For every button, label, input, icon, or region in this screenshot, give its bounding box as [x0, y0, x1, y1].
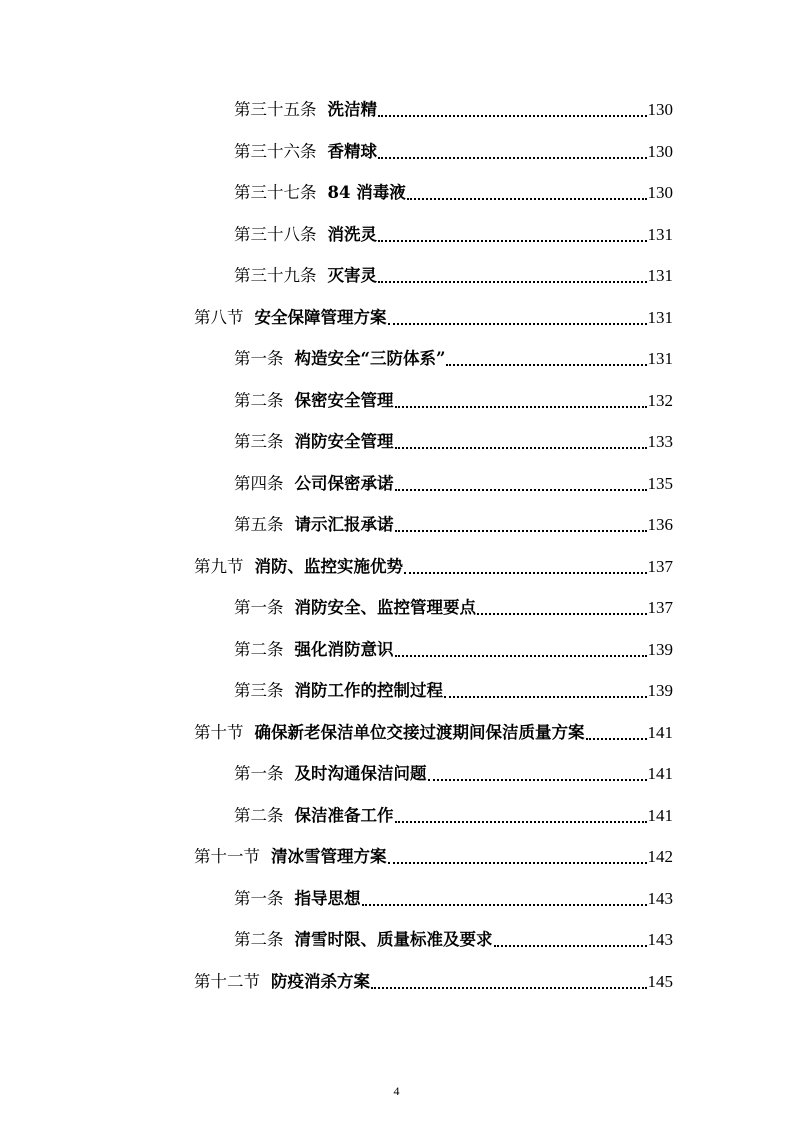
toc-entry-page: 130: [647, 141, 673, 161]
page-number: 4: [393, 1084, 400, 1098]
toc-entry-number: 第二条: [234, 639, 284, 659]
toc-entry-title: 灭害灵: [327, 266, 377, 285]
toc-entry-number: 第三十六条: [234, 141, 317, 161]
toc-dot-leader: [395, 406, 647, 408]
toc-entry-title: 清雪时限、质量标准及要求: [294, 930, 493, 949]
toc-dot-leader: [494, 945, 647, 947]
toc-dot-leader: [388, 323, 647, 325]
toc-entry-number: 第一条: [234, 764, 284, 783]
toc-entry-page: 132: [647, 390, 673, 410]
toc-dot-leader: [378, 115, 647, 117]
toc-dot-leader: [395, 447, 647, 449]
toc-entry-title: 消防安全管理: [294, 432, 394, 451]
toc-entry-page: 141: [647, 722, 673, 742]
toc-entry-number: 第三十七条: [234, 183, 317, 202]
toc-entry-label: [194, 723, 585, 743]
toc-dot-leader: [378, 157, 647, 159]
toc-dot-leader: [395, 655, 647, 657]
toc-section-entry[interactable]: [194, 304, 673, 328]
toc-entry-number: 第三十五条: [234, 100, 317, 119]
toc-entry-number: 第九节: [194, 556, 244, 576]
toc-entry-number: 第十一节: [194, 847, 260, 866]
toc-entry-label: [234, 266, 377, 286]
toc-entry-title: 洗洁精: [327, 100, 377, 119]
toc-dot-leader: [404, 572, 647, 574]
toc-dot-leader: [477, 613, 647, 615]
toc-section-entry[interactable]: [194, 968, 673, 992]
toc-article-entry[interactable]: [234, 428, 673, 452]
toc-entry-page: 137: [647, 556, 673, 576]
toc-entry-page: 137: [647, 598, 673, 617]
toc-entry-page: 139: [647, 681, 673, 700]
toc-dot-leader: [395, 821, 647, 823]
toc-entry-title: 公司保密承诺: [294, 473, 394, 493]
toc-entry-title: 请示汇报承诺: [294, 515, 394, 534]
toc-entry-number: 第一条: [234, 598, 284, 617]
toc-entry-title: 确保新老保洁单位交接过渡期间保洁质量方案: [254, 722, 585, 742]
toc-entry-label: [194, 847, 387, 867]
toc-entry-number: 第五条: [234, 515, 284, 534]
toc-article-entry[interactable]: [234, 179, 673, 203]
toc-entry-label: [234, 142, 377, 162]
toc-entry-page: 131: [647, 266, 673, 285]
toc-entry-page: 133: [647, 432, 673, 451]
toc-article-entry[interactable]: [234, 262, 673, 286]
toc-entry-number: 第二条: [234, 805, 284, 825]
toc-entry-number: 第三条: [234, 432, 284, 451]
toc-dot-leader: [444, 696, 647, 698]
toc-entry-label: [234, 889, 361, 909]
toc-entry-label: [234, 930, 493, 950]
toc-article-entry[interactable]: [234, 345, 673, 369]
toc-section-entry[interactable]: [194, 553, 673, 577]
toc-entry-page: 136: [647, 515, 673, 534]
toc-entry-label: [234, 349, 445, 369]
toc-entry-title: 清冰雪管理方案: [271, 847, 387, 866]
toc-entry-page: 131: [647, 307, 673, 327]
toc-entry-title: 防疫消杀方案: [271, 971, 370, 991]
toc-entry-page: 143: [647, 888, 673, 908]
toc-entry-number: 第一条: [234, 888, 284, 908]
toc-entry-page: 142: [647, 847, 673, 866]
toc-entry-label: [234, 515, 394, 535]
toc-entry-title: 消防工作的控制过程: [294, 681, 443, 700]
toc-dot-leader: [446, 364, 646, 366]
toc-article-entry[interactable]: [234, 138, 673, 162]
toc-article-entry[interactable]: [234, 387, 673, 411]
toc-entry-title: 消洗灵: [327, 224, 377, 244]
toc-entry-label: [194, 308, 387, 328]
toc-dot-leader: [371, 987, 647, 989]
toc-entry-label: [234, 598, 476, 618]
toc-entry-title: 消防、监控实施优势: [254, 556, 403, 576]
toc-article-entry[interactable]: [234, 885, 673, 909]
toc-entry-page: 139: [647, 639, 673, 659]
toc-entry-page: 130: [647, 100, 673, 119]
toc-dot-leader: [362, 904, 647, 906]
toc-entry-number: 第十二节: [194, 971, 260, 991]
toc-section-entry[interactable]: [194, 719, 673, 743]
toc-entry-label: [234, 640, 394, 660]
toc-article-entry[interactable]: [234, 221, 673, 245]
toc-article-entry[interactable]: [234, 802, 673, 826]
toc-entry-title: 强化消防意识: [294, 639, 394, 659]
toc-dot-leader: [388, 862, 647, 864]
toc-entry-label: [234, 806, 394, 826]
toc-entry-title: 及时沟通保洁问题: [294, 764, 427, 783]
toc-article-entry[interactable]: [234, 926, 673, 950]
toc-entry-label: [234, 681, 443, 701]
toc-article-entry[interactable]: [234, 760, 673, 784]
toc-article-entry[interactable]: [234, 470, 673, 494]
toc-entry-page: 135: [647, 473, 673, 493]
toc-entry-label: [194, 972, 370, 992]
toc-entry-page: 131: [647, 224, 673, 244]
toc-entry-number: 第四条: [234, 473, 284, 493]
toc-entry-page: 141: [647, 764, 673, 783]
toc-entry-label: [234, 764, 427, 784]
toc-dot-leader: [586, 738, 647, 740]
toc-entry-page: 143: [647, 930, 673, 949]
toc-dot-leader: [378, 281, 647, 283]
toc-entry-label: [234, 100, 377, 120]
toc-dot-leader: [407, 198, 647, 200]
toc-entry-number: 第三十八条: [234, 224, 317, 244]
toc-entry-label: [234, 474, 394, 494]
toc-entry-page: 141: [647, 805, 673, 825]
toc-entry-number: 第一条: [234, 349, 284, 368]
toc-entry-title: 84 消毒液: [327, 183, 406, 202]
toc-entry-number: 第三十九条: [234, 266, 317, 285]
toc-entry-label: [234, 183, 406, 203]
toc-article-entry[interactable]: [234, 636, 673, 660]
toc-entry-title: 保洁准备工作: [294, 805, 394, 825]
toc-entry-title: 构造安全“三防体系”: [294, 349, 446, 368]
toc-entry-title: 保密安全管理: [294, 390, 394, 410]
toc-entry-title: 消防安全、监控管理要点: [294, 598, 476, 617]
toc-dot-leader: [395, 530, 647, 532]
toc-entry-number: 第三条: [234, 681, 284, 700]
toc-article-entry[interactable]: [234, 677, 673, 701]
toc-entry-title: 指导思想: [294, 888, 361, 908]
toc-entry-label: [234, 225, 377, 245]
toc-dot-leader: [378, 240, 647, 242]
toc-article-entry[interactable]: [234, 594, 673, 618]
toc-dot-leader: [428, 779, 647, 781]
toc-dot-leader: [395, 489, 647, 491]
toc-section-entry[interactable]: [194, 843, 673, 867]
toc-entry-page: 145: [647, 971, 673, 991]
toc-entry-title: 安全保障管理方案: [254, 307, 387, 327]
toc-entry-label: [234, 391, 394, 411]
toc-entry-page: 130: [647, 183, 673, 202]
toc-entry-title: 香精球: [327, 141, 377, 161]
toc-article-entry[interactable]: [234, 511, 673, 535]
toc-entry-number: 第二条: [234, 390, 284, 410]
toc-entry-page: 131: [647, 349, 673, 368]
toc-entry-number: 第十节: [194, 722, 244, 742]
toc-article-entry[interactable]: [234, 96, 673, 120]
toc-entry-label: [234, 432, 394, 452]
toc-entry-number: 第二条: [234, 930, 284, 949]
toc-entry-number: 第八节: [194, 307, 244, 327]
toc-entry-label: [194, 557, 403, 577]
